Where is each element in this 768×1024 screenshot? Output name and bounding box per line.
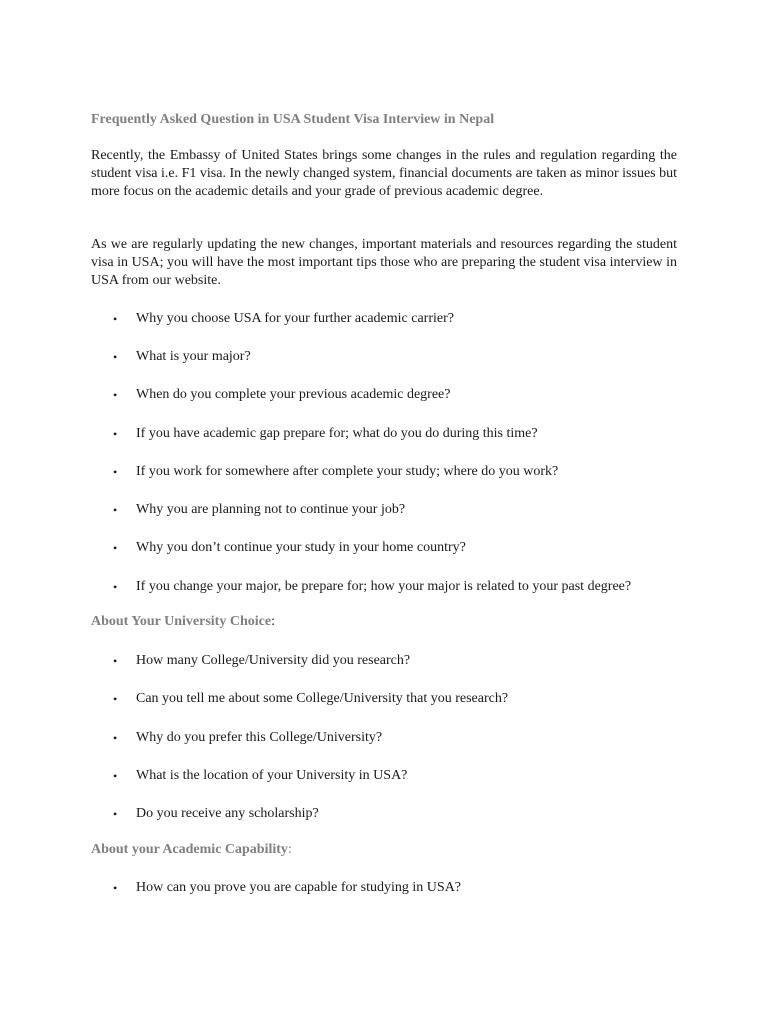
document-title: Frequently Asked Question in USA Student Visa Interview in Nepal bbox=[91, 112, 495, 127]
bullet-icon: • bbox=[113, 580, 118, 594]
question-text: Why you choose USA for your further academic carrier? bbox=[136, 311, 454, 326]
bullet-icon: • bbox=[113, 731, 118, 745]
university-choice-heading-text: About Your University Choice bbox=[91, 614, 272, 629]
bullet-icon: • bbox=[113, 427, 118, 441]
bullet-icon: • bbox=[113, 541, 118, 555]
heading-colon: : bbox=[271, 614, 275, 629]
academic-capability-heading-text: About your Academic Capability bbox=[91, 842, 288, 857]
question-text: What is your major? bbox=[136, 349, 251, 364]
question-text: Do you receive any scholarship? bbox=[136, 806, 319, 821]
bullet-icon: • bbox=[113, 350, 118, 364]
bullet-icon: • bbox=[113, 881, 118, 895]
question-text: Can you tell me about some College/University that you research? bbox=[136, 691, 509, 706]
question-text: If you have academic gap prepare for; what do you do during this time? bbox=[136, 426, 538, 441]
heading-colon: : bbox=[287, 842, 292, 857]
bullet-icon: • bbox=[113, 465, 118, 479]
intro-paragraph-1: Recently, the Embassy of United States brings some changes in the rules and regulation regarding the student visa i.e. F1 visa. In the newly changed system, financial documents are taken as minor issues but more focus on the academic details and your grade of previous academic degree. bbox=[91, 148, 677, 199]
question-text: If you change your major, be prepare for; how your major is related to your past degree? bbox=[136, 579, 632, 594]
question-text: Why you are planning not to continue your job? bbox=[136, 502, 406, 517]
bullet-icon: • bbox=[113, 503, 118, 517]
academic-capability-heading bbox=[91, 842, 292, 858]
question-text: If you work for somewhere after complete your study; where do you work? bbox=[136, 464, 559, 479]
question-text: Why you don’t continue your study in your home country? bbox=[136, 540, 466, 555]
question-text: Why do you prefer this College/University? bbox=[136, 730, 383, 745]
bullet-icon: • bbox=[113, 654, 118, 668]
bullet-icon: • bbox=[113, 312, 118, 326]
university-choice-heading bbox=[91, 614, 275, 630]
question-text: When do you complete your previous academic degree? bbox=[136, 387, 451, 402]
question-text: How can you prove you are capable for studying in USA? bbox=[136, 880, 462, 895]
question-text: How many College/University did you research? bbox=[136, 653, 411, 668]
bullet-icon: • bbox=[113, 692, 118, 706]
bullet-icon: • bbox=[113, 807, 118, 821]
bullet-icon: • bbox=[113, 769, 118, 783]
intro-paragraph-2: As we are regularly updating the new changes, important materials and resources regarding the student visa in USA; you will have the most important tips those who are preparing the student visa interview in USA from our website. bbox=[91, 237, 677, 288]
question-text: What is the location of your University in USA? bbox=[136, 768, 408, 783]
bullet-icon: • bbox=[113, 388, 118, 402]
